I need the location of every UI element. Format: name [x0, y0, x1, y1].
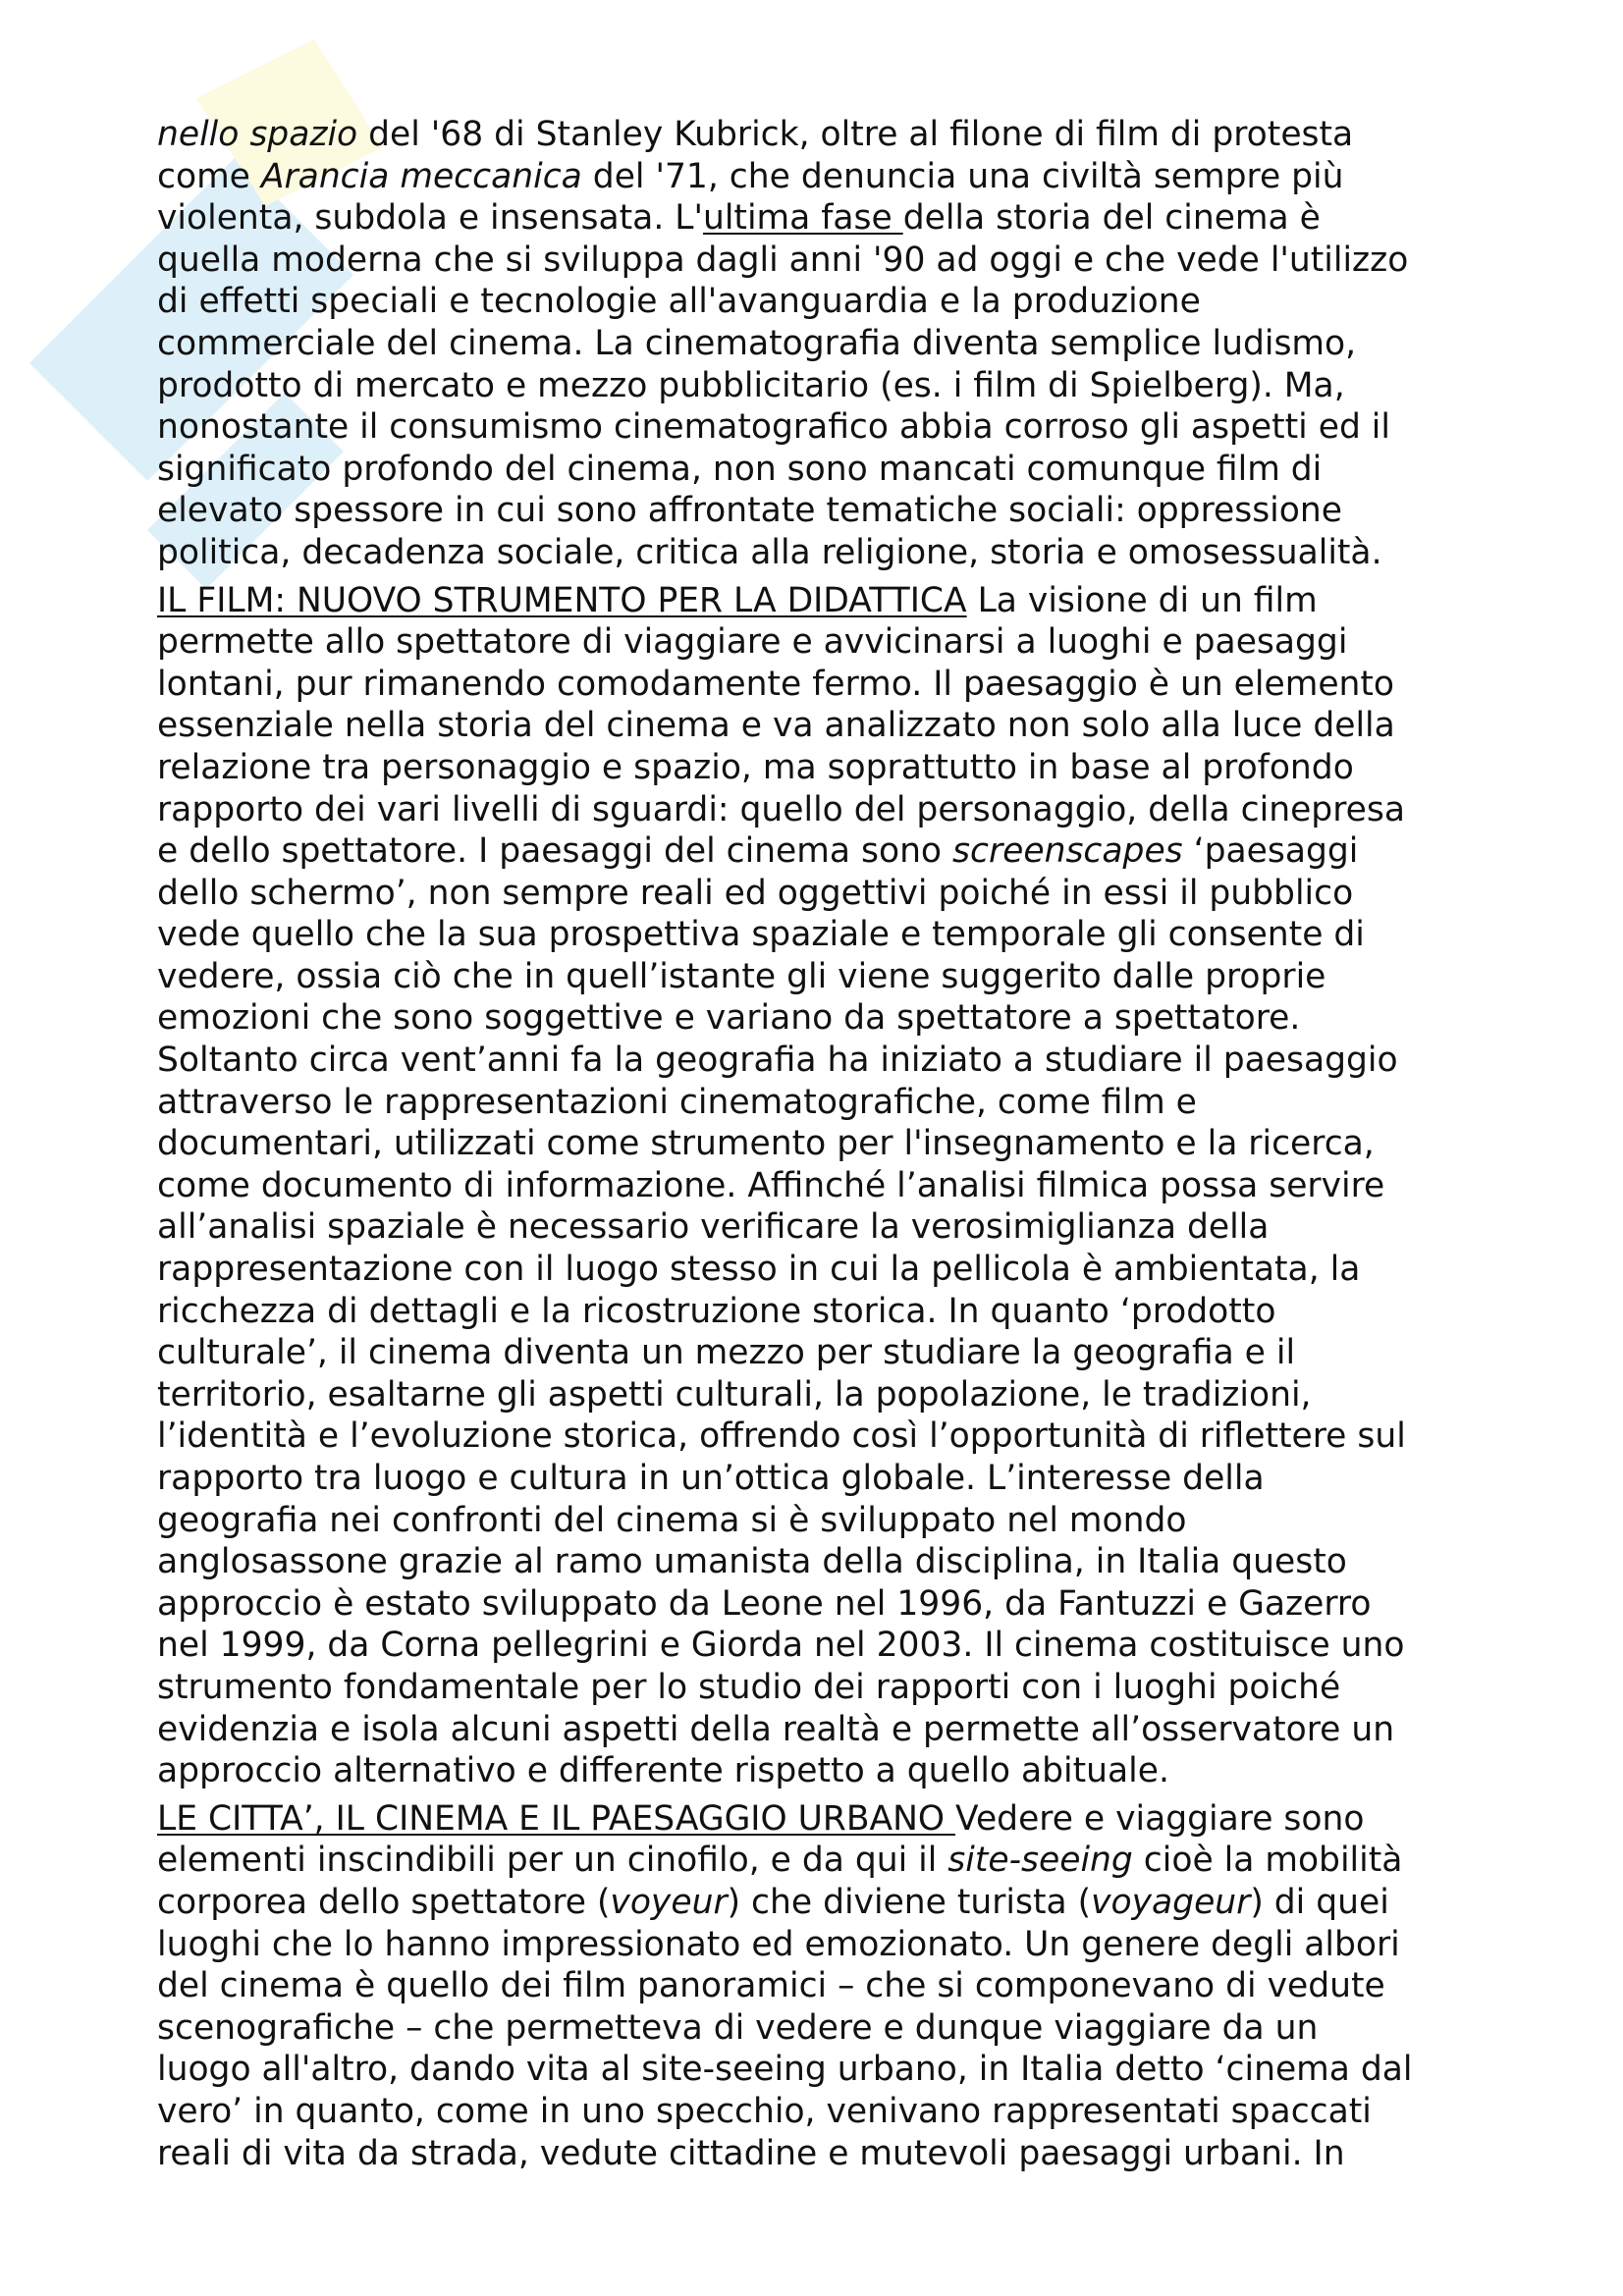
- text-run: attraverso le rappresentazioni cinematografiche, come film e: [157, 1082, 1197, 1122]
- text-line: [157, 1667, 1502, 1709]
- text-run: documentari, utilizzati come strumento per l'insegnamento e la ricerca,: [157, 1124, 1375, 1164]
- text-run: vede quello che la sua prospettiva spaziale e temporale gli consente di: [157, 915, 1365, 955]
- text-run: del cinema è quello dei film panoramici – che si componevano di vedute: [157, 1966, 1385, 2006]
- text-run: culturale’, il cinema diventa un mezzo per studiare la geografia e il: [157, 1333, 1296, 1373]
- text-run: di effetti speciali e tecnologie all'avanguardia e la produzione: [157, 282, 1201, 322]
- text-line: [157, 830, 1502, 873]
- text-run: emozioni che sono soggettive e variano da spettatore a spettatore.: [157, 998, 1301, 1039]
- text-run: ) di quei: [1250, 1882, 1389, 1922]
- text-run: politica, decadenza sociale, critica alla religione, storia e omosessualità.: [157, 532, 1382, 572]
- text-run: ‘paesaggi: [1182, 831, 1359, 872]
- text-line: [157, 323, 1502, 365]
- text-run: rappresentazione con il luogo stesso in cui la pellicola è ambientata, la: [157, 1250, 1361, 1290]
- text-line: [157, 1332, 1502, 1374]
- text-line: [157, 1249, 1502, 1291]
- text-line: [157, 1291, 1502, 1333]
- text-run: rapporto tra luogo e cultura in un’ottica globale. L’interesse della: [157, 1459, 1265, 1498]
- text-run: relazione tra personaggio e spazio, ma soprattutto in base al profondo: [157, 747, 1354, 787]
- text-run: commerciale del cinema. La cinematografia diventa semplice ludismo,: [157, 323, 1357, 363]
- text-run: Soltanto circa vent’anni fa la geografia ha iniziato a studiare il paesaggio: [157, 1041, 1398, 1081]
- text-line: [157, 2091, 1502, 2133]
- text-line: [157, 997, 1502, 1040]
- text-line: [157, 1500, 1502, 1542]
- text-run: violenta, subdola e insensata. L': [157, 198, 703, 239]
- text-line: [157, 1965, 1502, 2007]
- text-run: La visione di un film: [966, 580, 1318, 620]
- text-run: della storia del cinema è: [902, 198, 1321, 239]
- text-line: [157, 1165, 1502, 1207]
- text-run: ricchezza di dettagli e la ricostruzione storica. In quanto ‘prodotto: [157, 1291, 1276, 1331]
- text-line: [157, 1840, 1502, 1882]
- text-line: [157, 1798, 1502, 1841]
- italic-text: site-seeing: [947, 1841, 1133, 1881]
- text-run: anglosassone grazie al ramo umanista della disciplina, in Italia questo: [157, 1542, 1347, 1582]
- text-run: geografia nei confronti del cinema si è sviluppato nel mondo: [157, 1500, 1187, 1540]
- text-line: [157, 1123, 1502, 1165]
- paragraph-1: [157, 114, 1502, 574]
- text-run: nonostante il consumismo cinematografico abbia corroso gli aspetti ed il: [157, 407, 1390, 448]
- text-run: evidenzia e isola alcuni aspetti della realtà e permette all’osservatore un: [157, 1709, 1395, 1749]
- text-run: cioè la mobilità: [1132, 1841, 1403, 1881]
- text-run: l’identità e l’evoluzione storica, offrendo così l’opportunità di riflettere sul: [157, 1416, 1406, 1457]
- text-run: strumento fondamentale per lo studio dei rapporti con i luoghi poiché: [157, 1667, 1341, 1707]
- underlined-heading: ultima fase: [702, 198, 903, 239]
- text-run: rapporto dei vari livelli di sguardi: quello del personaggio, della cinepresa: [157, 789, 1405, 829]
- text-run: dello schermo’, non sempre reali ed oggettivi poiché in essi il pubblico: [157, 873, 1354, 913]
- text-run: e dello spettatore. I paesaggi del cinema sono: [157, 831, 953, 872]
- text-line: [157, 664, 1502, 706]
- text-run: luoghi che lo hanno impressionato ed emozionato. Un genere degli albori: [157, 1924, 1400, 1964]
- underlined-heading: IL FILM: NUOVO STRUMENTO PER LA DIDATTICA: [157, 580, 967, 620]
- text-line: [157, 2049, 1502, 2091]
- text-run: territorio, esaltarne gli aspetti culturali, la popolazione, le tradizioni,: [157, 1374, 1312, 1415]
- text-line: [157, 1924, 1502, 1966]
- italic-text: voyeur: [610, 1882, 728, 1922]
- text-line: [157, 580, 1502, 622]
- text-run: vedere, ossia ciò che in quell’istante gli viene suggerito dalle proprie: [157, 956, 1326, 996]
- text-line: [157, 2133, 1502, 2175]
- text-line: [157, 240, 1502, 282]
- text-line: [157, 449, 1502, 491]
- text-run: approccio alternativo e differente rispetto a quello abituale.: [157, 1751, 1169, 1791]
- italic-text: nello spazio: [157, 115, 358, 154]
- text-line: [157, 705, 1502, 747]
- text-line: [157, 621, 1502, 664]
- text-run: corporea dello spettatore (: [157, 1882, 611, 1922]
- text-run: come documento di informazione. Affinché l’analisi filmica possa servire: [157, 1165, 1385, 1205]
- italic-text: screenscapes: [952, 831, 1183, 872]
- text-line: [157, 1709, 1502, 1751]
- text-run: all’analisi spaziale è necessario verificare la verosimiglianza della: [157, 1207, 1270, 1248]
- text-run: luogo all'altro, dando vita al site-seeing urbano, in Italia detto ‘cinema dal: [157, 2050, 1413, 2090]
- text-line: [157, 873, 1502, 915]
- text-run: del '71, che denuncia una civiltà sempre più: [581, 156, 1344, 196]
- text-run: nel 1999, da Corna pellegrini e Giorda nel 2003. Il cinema costituisce uno: [157, 1626, 1405, 1666]
- text-line: [157, 406, 1502, 449]
- text-line: [157, 365, 1502, 407]
- text-line: [157, 2007, 1502, 2050]
- text-line: [157, 1750, 1502, 1792]
- text-run: permette allo spettatore di viaggiare e avvicinarsi a luoghi e paesaggi: [157, 622, 1348, 663]
- text-run: essenziale nella storia del cinema e va analizzato non solo alla luce della: [157, 706, 1395, 746]
- text-line: [157, 1583, 1502, 1626]
- text-line: [157, 747, 1502, 789]
- text-line: [157, 197, 1502, 240]
- text-run: lontani, pur rimanendo comodamente fermo. Il paesaggio è un elemento: [157, 664, 1395, 704]
- italic-text: Arancia meccanica: [260, 156, 582, 196]
- text-line: [157, 490, 1502, 532]
- text-run: scenografiche – che permetteva di vedere e dunque viaggiare da un: [157, 2007, 1319, 2048]
- text-line: [157, 114, 1502, 156]
- text-run: elevato spessore in cui sono affrontate tematiche sociali: oppressione: [157, 491, 1342, 531]
- text-line: [157, 1082, 1502, 1124]
- text-line: [157, 532, 1502, 574]
- text-run: significato profondo del cinema, non sono mancati comunque film di: [157, 449, 1323, 489]
- text-line: [157, 156, 1502, 198]
- text-line: [157, 956, 1502, 998]
- text-line: [157, 789, 1502, 831]
- text-run: reali di vita da strada, vedute cittadine e mutevoli paesaggi urbani. In: [157, 2133, 1345, 2173]
- text-run: approccio è estato sviluppato da Leone nel 1996, da Fantuzzi e Gazerro: [157, 1583, 1372, 1624]
- text-line: [157, 1206, 1502, 1249]
- text-line: [157, 1374, 1502, 1416]
- text-run: Vedere e viaggiare sono: [955, 1798, 1365, 1839]
- text-run: come: [157, 156, 261, 196]
- paragraph-2: [157, 580, 1502, 1792]
- italic-text: voyageur: [1091, 1882, 1251, 1922]
- text-run: ) che diviene turista (: [727, 1882, 1092, 1922]
- text-line: [157, 1415, 1502, 1458]
- text-line: [157, 1541, 1502, 1583]
- document-body: [157, 114, 1502, 2174]
- text-run: elementi inscindibili per un cinofilo, e da qui il: [157, 1841, 948, 1881]
- text-run: del '68 di Stanley Kubrick, oltre al filone di film di protesta: [357, 115, 1354, 154]
- underlined-heading: LE CITTA’, IL CINEMA E IL PAESAGGIO URBANO: [157, 1798, 956, 1839]
- text-line: [157, 1882, 1502, 1924]
- text-run: quella moderna che si sviluppa dagli anni '90 ad oggi e che vede l'utilizzo: [157, 240, 1409, 280]
- text-run: prodotto di mercato e mezzo pubblicitario (es. i film di Spielberg). Ma,: [157, 365, 1345, 405]
- text-line: [157, 281, 1502, 323]
- paragraph-3: [157, 1798, 1502, 2174]
- text-run: vero’ in quanto, come in uno specchio, venivano rappresentati spaccati: [157, 2091, 1372, 2131]
- text-line: [157, 1625, 1502, 1667]
- text-line: [157, 914, 1502, 956]
- text-line: [157, 1458, 1502, 1500]
- text-line: [157, 1040, 1502, 1082]
